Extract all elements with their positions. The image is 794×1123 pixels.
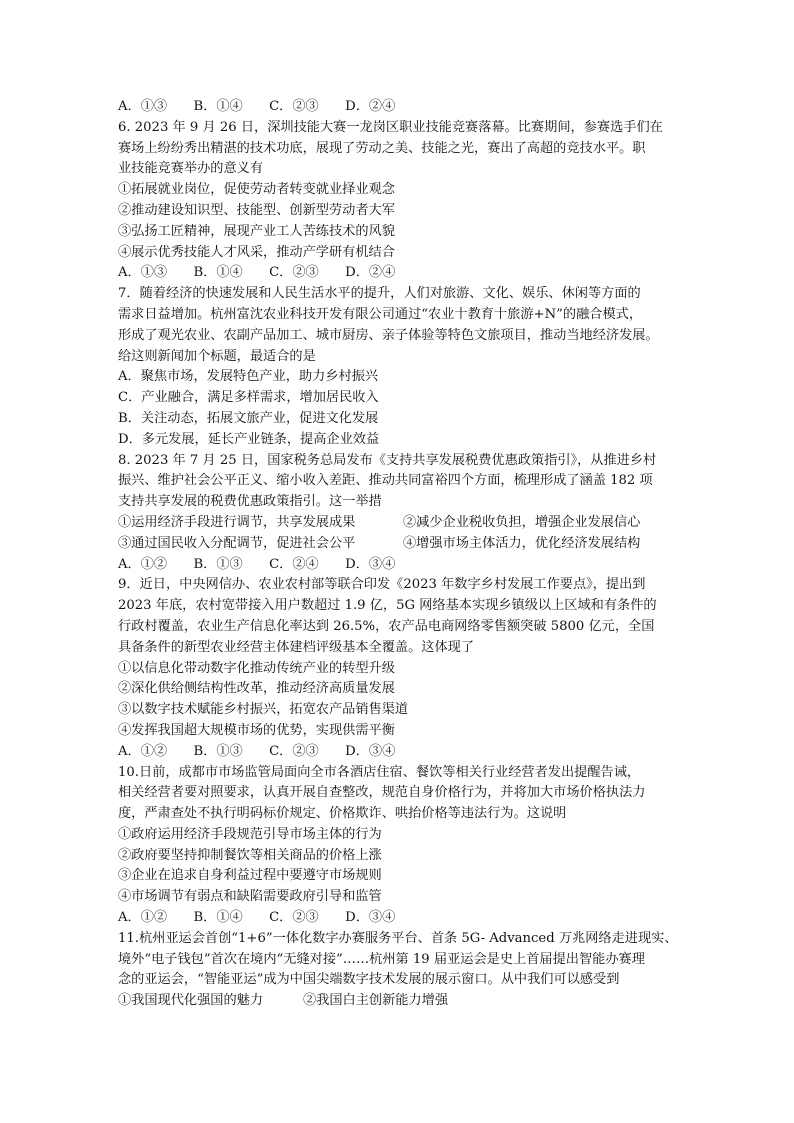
q11-stem-line: 念的亚运会，“智能亚运”成为中国尖端数字技术发展的展示窗口。从中我们可以感受到 <box>118 972 620 988</box>
q9-stem-line: 9．近日，中央网信办、农业农村部等联合印发《2023 年数字乡村发展工作要点》，提出到 <box>118 577 646 593</box>
q5-options: A．①③ B．①④ C．②③ D．②④ <box>118 99 396 114</box>
question-8 <box>118 451 678 576</box>
question-11 <box>118 929 678 1012</box>
q7-stem-line: 7．随着经济的快速发展和人民生活水平的提升，人们对旅游、文化、娱乐、休闲等方面的 <box>118 286 641 302</box>
q6-item: ①拓展就业岗位，促使劳动者转变就业择业观念 <box>118 182 395 198</box>
q6-item: ③弘扬工匠精神，展现产业工人苦练技术的风貌 <box>118 223 395 239</box>
q8-options: A．①② B．①③ C．②④ D．③④ <box>118 556 396 572</box>
q8-stem-line: 支持共享发展的税费优惠政策指引。这一举措 <box>118 494 382 510</box>
q10-stem-line: 10.日前，成都市市场监管局面向全市各酒店住宿、餐饮等相关行业经营者发出提醒告诫， <box>118 764 641 780</box>
q9-item: ②深化供给侧结构性改革，推动经济高质量发展 <box>118 681 395 697</box>
question-7 <box>118 284 678 450</box>
q8-item: ③通过国民收入分配调节，促进社会公平 <box>118 535 356 551</box>
q7-stem-line: 形成了观光农业、农副产品加工、城市厨房、亲子体验等特色文旅项目，推动当地经济发展。 <box>118 327 659 343</box>
q8-item: ④增强市场主体活力，优化经济发展结构 <box>403 535 641 551</box>
question-9 <box>118 575 678 762</box>
q7-stem-line: 需求日益增加。杭州富沈农业科技开发有限公司通过“农业十教育十旅游+N”的融合模式， <box>118 306 643 322</box>
q6-options: A．①③ B．①④ C．②③ D．②④ <box>118 265 396 281</box>
q11-items-row <box>118 991 678 1012</box>
q8-stem-line: 8. 2023 年 7 月 25 日，国家税务总局发布《支持共享发展税费优惠政策指引》，从推进乡村 <box>118 452 657 468</box>
q9-item: ③以数字技术赋能乡村振兴，拓宽农产品销售渠道 <box>118 702 409 718</box>
q7-choice: C．产业融合，满足多样需求，增加居民收入 <box>118 390 379 406</box>
q9-item: ①以信息化带动数字化推动传统产业的转型升级 <box>118 660 395 676</box>
q9-item: ④发挥我国超大规模市场的优势，实现供需平衡 <box>118 722 395 738</box>
q8-stem-line: 振兴、维护社会公平正义、缩小收入差距、推动共同富裕四个方面，梳理形成了涵盖 182 项 <box>118 473 653 489</box>
q7-choice: D．多元发展，延长产业链条，提高企业效益 <box>118 431 380 447</box>
q8-item: ①运用经济手段进行调节，共享发展成果 <box>118 514 356 530</box>
q7-choice: B．关注动态，拓展文旅产业，促进文化发展 <box>118 410 379 426</box>
q11-item: ②我国白主创新能力增强 <box>303 993 449 1009</box>
q10-item: ③企业在追求自身利益过程中要遵守市场规则 <box>118 868 382 884</box>
q10-item: ②政府要坚持抑制餐饮等相关商品的价格上涨 <box>118 847 382 863</box>
q10-stem-line: 度，严肃查处不执行明码标价规定、价格欺诈、哄抬价格等违法行为。这说明 <box>118 806 567 822</box>
q6-stem-line: 6. 2023 年 9 月 26 日，深圳技能大赛一龙岗区职业技能竞赛落幕。比赛期间，参赛选手们在 <box>118 119 663 135</box>
q6-item: ④展示优秀技能人才风采，推动产学研有机结合 <box>118 244 395 260</box>
q11-stem-line: 11.杭州亚运会首创“1+6”一体化数字办赛服务平台、首条 5G- Advanced 万兆网络走进现实、 <box>118 930 678 946</box>
q11-stem-line: 境外“电子钱包”首次在境内“无缝对接”……杭州第 19 届亚运会是史上首届提出智能办赛理 <box>118 951 645 967</box>
q11-item: ①我国现代化强国的魅力 <box>118 993 264 1009</box>
q8-items-row <box>118 513 678 534</box>
q8-items-row <box>118 534 678 555</box>
question-10 <box>118 763 678 929</box>
question-6 <box>118 118 678 284</box>
q9-options: A．①② B．①③ C．②③ D．③④ <box>118 743 396 759</box>
q8-item: ②减少企业税收负担，增强企业发展信心 <box>403 514 641 530</box>
q6-stem-line: 业技能竞赛举办的意义有 <box>118 161 264 177</box>
exam-page <box>118 97 678 1012</box>
q10-stem-line: 相关经营者要对照要求，认真开展自查整改，规范自身价格行为，并将加大市场价格执法力 <box>118 785 646 801</box>
q9-stem-line: 具备条件的新型农业经营主体建档评级基本全覆盖。这体现了 <box>118 639 475 655</box>
q10-item: ④市场调节有弱点和缺陷需要政府引导和监管 <box>118 889 382 905</box>
q9-stem-line: 行政村覆盖，农业生产信息化率达到 26.5%，农产品电商网络零售额突破 5800 亿元，全国 <box>118 618 655 634</box>
q10-options: A．①② B．①④ C．②③ D．③④ <box>118 910 396 926</box>
q10-item: ①政府运用经济手段规范引导市场主体的行为 <box>118 826 382 842</box>
q6-stem-line: 赛场上纷纷秀出精湛的技术功底，展现了劳动之美、技能之光，赛出了高超的竞技水平。职 <box>118 140 646 156</box>
q6-item: ②推动建设知识型、技能型、创新型劳动者大军 <box>118 202 395 218</box>
q7-stem-line: 给这则新闻加个标题，最适合的是 <box>118 348 316 364</box>
q9-stem-line: 2023 年底，农村宽带接入用户数超过 1.9 亿，5G 网络基本实现乡镇级以上区域和有条件的 <box>118 598 657 614</box>
q7-choice: A．聚焦市场，发展特色产业，助力乡村振兴 <box>118 369 379 385</box>
